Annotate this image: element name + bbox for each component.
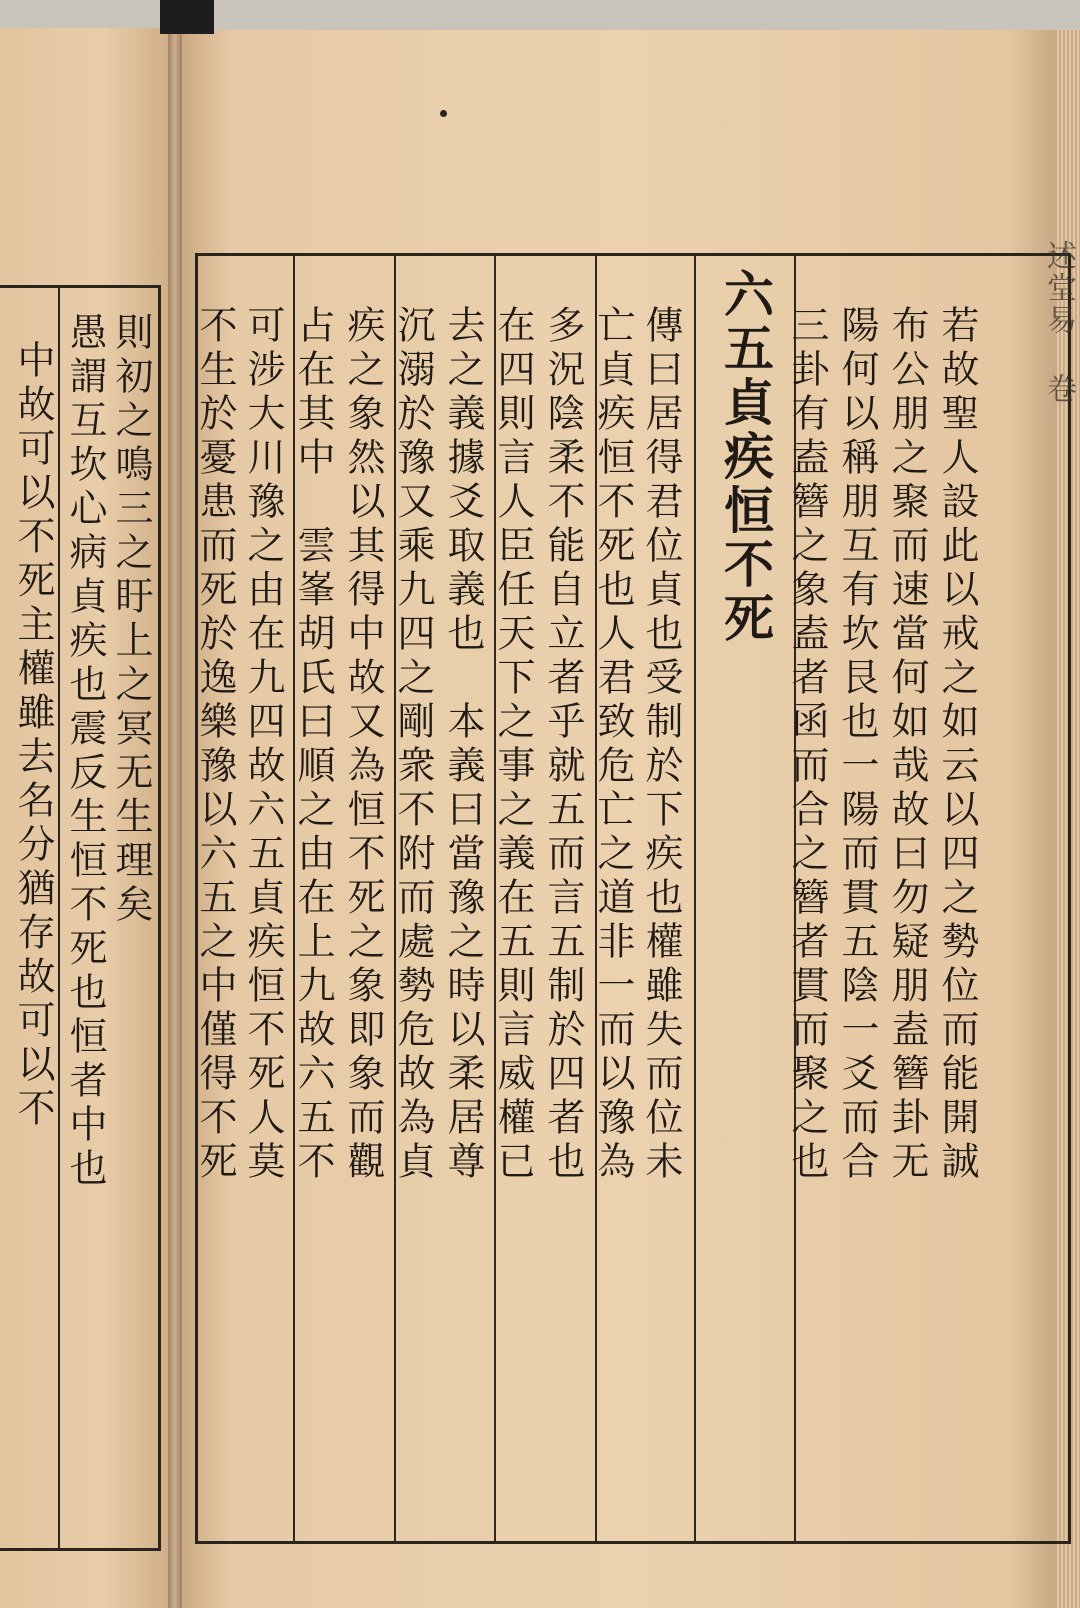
text-column-7: 多況陰柔不能自立者乎就五而言五制於四者也 [541, 305, 585, 1185]
text-column-9: 去之義據爻取義也 本義曰當豫之時以柔居尊 [441, 305, 485, 1185]
text-column-10: 沉溺於豫又乘九四之剛衆不附而處勢危故為貞 [391, 305, 435, 1185]
ink-dot [440, 110, 447, 117]
text-column-13: 可涉大川豫之由在九四故六五貞疾恒不死人莫 [241, 305, 285, 1185]
left-column-2: 愚謂互坎心病貞疾也震反生恒不死也恒者中也 [63, 312, 107, 1192]
bookmark-tab [160, 0, 214, 34]
left-column-1: 則初之鳴三之盱上之冥无生理矣 [109, 312, 153, 928]
text-column-1: 若故聖人設此以戒之如云以四之勢位而能開誠 [935, 305, 979, 1185]
text-column-3: 陽何以稱朋互有坎艮也一陽而貫五陰一爻而合 [835, 305, 879, 1185]
text-column-12: 占在其中 雲峯胡氏曰順之由在上九故六五不 [291, 305, 335, 1185]
text-column-2: 布公朋之聚而速當何如哉故曰勿疑朋盍簪卦无 [885, 305, 929, 1185]
left-column-3: 中故可以不死主權雖去名分猶存故可以不 [11, 340, 55, 1132]
text-column-4: 三卦有盍簪之象盍者函而合之簪者貫而聚之也 [785, 305, 829, 1185]
text-column-14: 不生於憂患而死於逸樂豫以六五之中僅得不死 [193, 305, 237, 1185]
running-header: 述堂易 卷 [1041, 240, 1076, 405]
column-rule [58, 288, 60, 1548]
book-gutter [168, 30, 182, 1608]
text-column-6: 亡貞疾恒不死也人君致危亡之道非一而以豫為 [591, 305, 635, 1185]
column-rule [694, 256, 696, 1541]
text-column-11: 疾之象然以其得中故又為恒不死之象即象而觀 [341, 305, 385, 1185]
text-column-5: 傳曰居得君位貞也受制於下疾也權雖失而位未 [639, 305, 683, 1185]
text-column-8: 在四則言人臣任天下之事之義在五則言威權已 [491, 305, 535, 1185]
section-title: 六五貞疾恒不死 [716, 268, 775, 646]
